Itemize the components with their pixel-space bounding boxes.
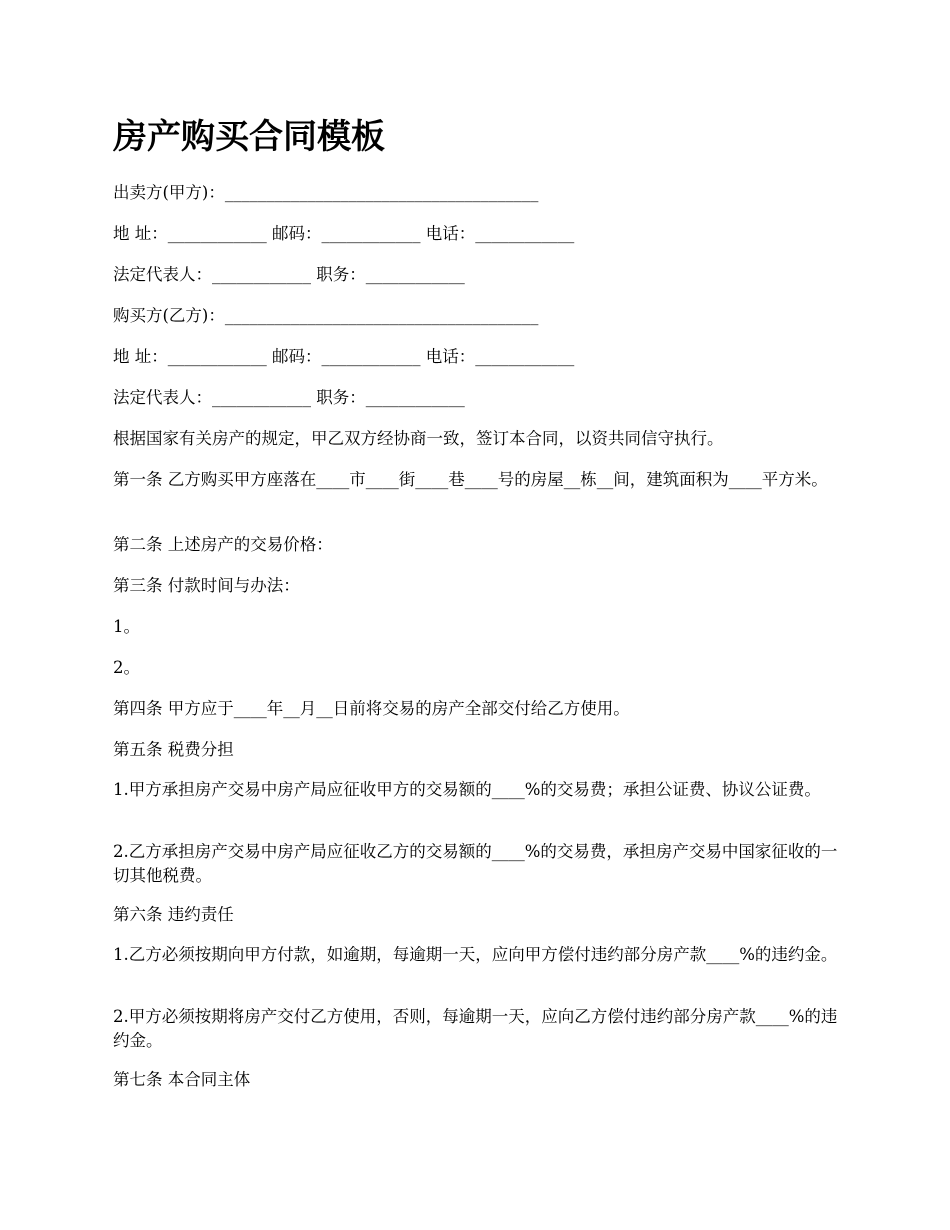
article-5-item-1: 1.甲方承担房产交易中房产局应征收甲方的交易额的____%的交易费；承担公证费、协议公证费。	[113, 780, 821, 799]
article-6: 第六条 违约责任	[113, 905, 234, 924]
article-5: 第五条 税费分担	[113, 740, 234, 759]
article-3-item-2: 2。	[113, 658, 140, 677]
article-3-item-1: 1。	[113, 617, 140, 636]
article-2: 第二条 上述房产的交易价格：	[113, 535, 333, 554]
seller-address-line: 地 址：____________ 邮码：____________ 电话：____________	[113, 224, 575, 243]
seller-party-line: 出卖方(甲方)：______________________________________	[113, 183, 539, 202]
article-3: 第三条 付款时间与办法：	[113, 576, 300, 595]
preamble-paragraph: 根据国家有关房产的规定，甲乙双方经协商一致，签订本合同，以资共同信守执行。	[113, 429, 724, 448]
article-1: 第一条 乙方购买甲方座落在____市____街____巷____号的房屋__栋__间，建筑面积为____平方米。	[113, 470, 828, 489]
article-7: 第七条 本合同主体	[113, 1070, 251, 1089]
document-title: 房产购买合同模板	[113, 117, 385, 157]
buyer-representative-line: 法定代表人：____________ 职务：____________	[113, 388, 465, 407]
article-5-item-2: 2.乙方承担房产交易中房产局应征收乙方的交易额的____%的交易费，承担房产交易中国家征收的一切其他税费。	[113, 842, 838, 885]
article-6-item-2: 2.甲方必须按期将房产交付乙方使用，否则，每逾期一天，应向乙方偿付违约部分房产款____%的违约金。	[113, 1007, 838, 1050]
article-4: 第四条 甲方应于____年__月__日前将交易的房产全部交付给乙方使用。	[113, 699, 630, 718]
article-6-item-1: 1.乙方必须按期向甲方付款，如逾期，每逾期一天，应向甲方偿付违约部分房产款____%的违约金。	[113, 945, 838, 964]
buyer-party-line: 购买方(乙方)：______________________________________	[113, 306, 539, 325]
buyer-address-line: 地 址：____________ 邮码：____________ 电话：____________	[113, 347, 575, 366]
seller-representative-line: 法定代表人：____________ 职务：____________	[113, 265, 465, 284]
